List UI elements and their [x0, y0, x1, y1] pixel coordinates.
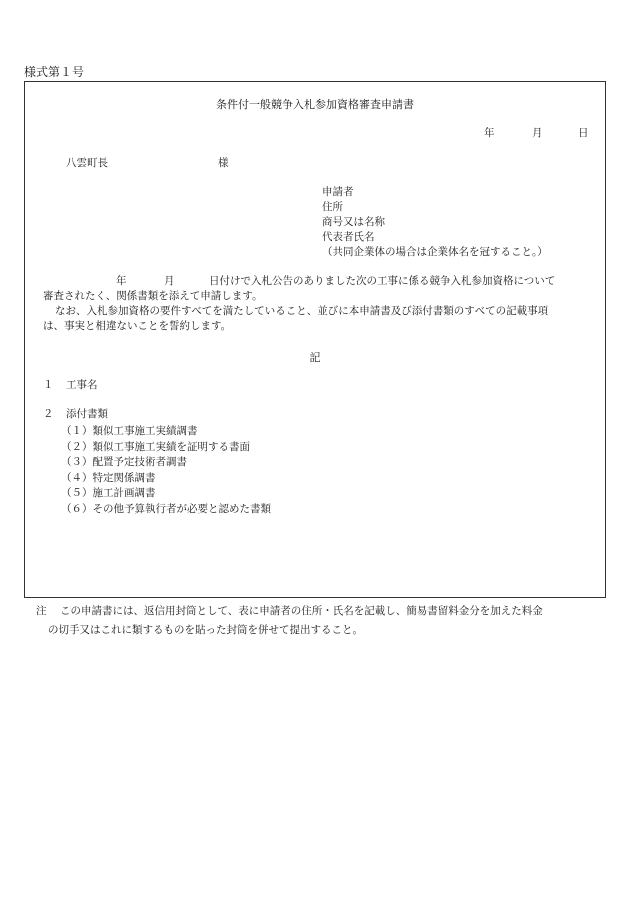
company-name-label: 商号又は名称: [322, 216, 385, 228]
p1-month: 月: [164, 275, 175, 287]
ki-heading: 記: [309, 351, 321, 364]
list-item: （１）類似工事施工実績調書: [61, 425, 198, 437]
date-day: 日: [578, 127, 589, 139]
list-item: （５）施工計画調書: [61, 487, 156, 499]
section-1-label: 工事名: [66, 379, 98, 391]
form-number: 様式第１号: [24, 65, 85, 79]
p2-line1: なお、入札参加資格の要件すべてを満たしていること、並びに本申請書及び添付書類のすべての記載事項: [55, 305, 549, 317]
section-2-number: ２: [43, 408, 54, 420]
p1-rest: 日付けで入札公告のありました次の工事に係る競争入札参加資格について: [209, 275, 556, 287]
attachment-list: [61, 424, 271, 517]
representative-label: 代表者氏名: [322, 231, 375, 243]
applicant-label: 申請者: [322, 186, 354, 198]
footnote-mark: 注: [36, 605, 47, 617]
list-item: （２）類似工事施工実績を証明する書面: [61, 440, 250, 453]
footnote-text-1: この申請書には、返信用封筒として、表に申請者の住所・氏名を記載し、簡易書留料金分を加えた料金: [60, 605, 543, 617]
p1-year: 年: [116, 275, 127, 287]
list-item: （３）配置予定技術者調書: [61, 456, 187, 468]
footnote-line-2: [36, 621, 608, 640]
section-1-number: １: [43, 379, 54, 391]
p1-line2: 審査されたく、関係書類を添えて申請します。: [43, 290, 263, 302]
list-item: （４）特定関係調書: [61, 471, 156, 484]
p2-line2: は、事実と相違ないことを誓約します。: [43, 320, 232, 332]
form-title: 条件付一般競争入札参加資格審査申請書: [216, 98, 414, 111]
footnote: [36, 602, 608, 640]
footnote-line-1: [36, 602, 608, 621]
date-year: 年: [484, 127, 495, 139]
section-2-label: 添付書類: [66, 408, 108, 420]
date-month: 月: [532, 127, 543, 139]
list-item: （６）その他予算執行者が必要と認めた書類: [61, 502, 271, 515]
addressee-honorific: 様: [218, 157, 229, 169]
jv-note: （共同企業体の場合は企業体名を冠すること。）: [322, 246, 548, 258]
footnote-text-2: の切手又はこれに類するものを貼った封筒を併せて提出すること。: [48, 624, 363, 636]
form-frame: [24, 81, 606, 598]
address-label: 住所: [322, 201, 343, 213]
addressee-name: 八雲町長: [66, 157, 108, 169]
